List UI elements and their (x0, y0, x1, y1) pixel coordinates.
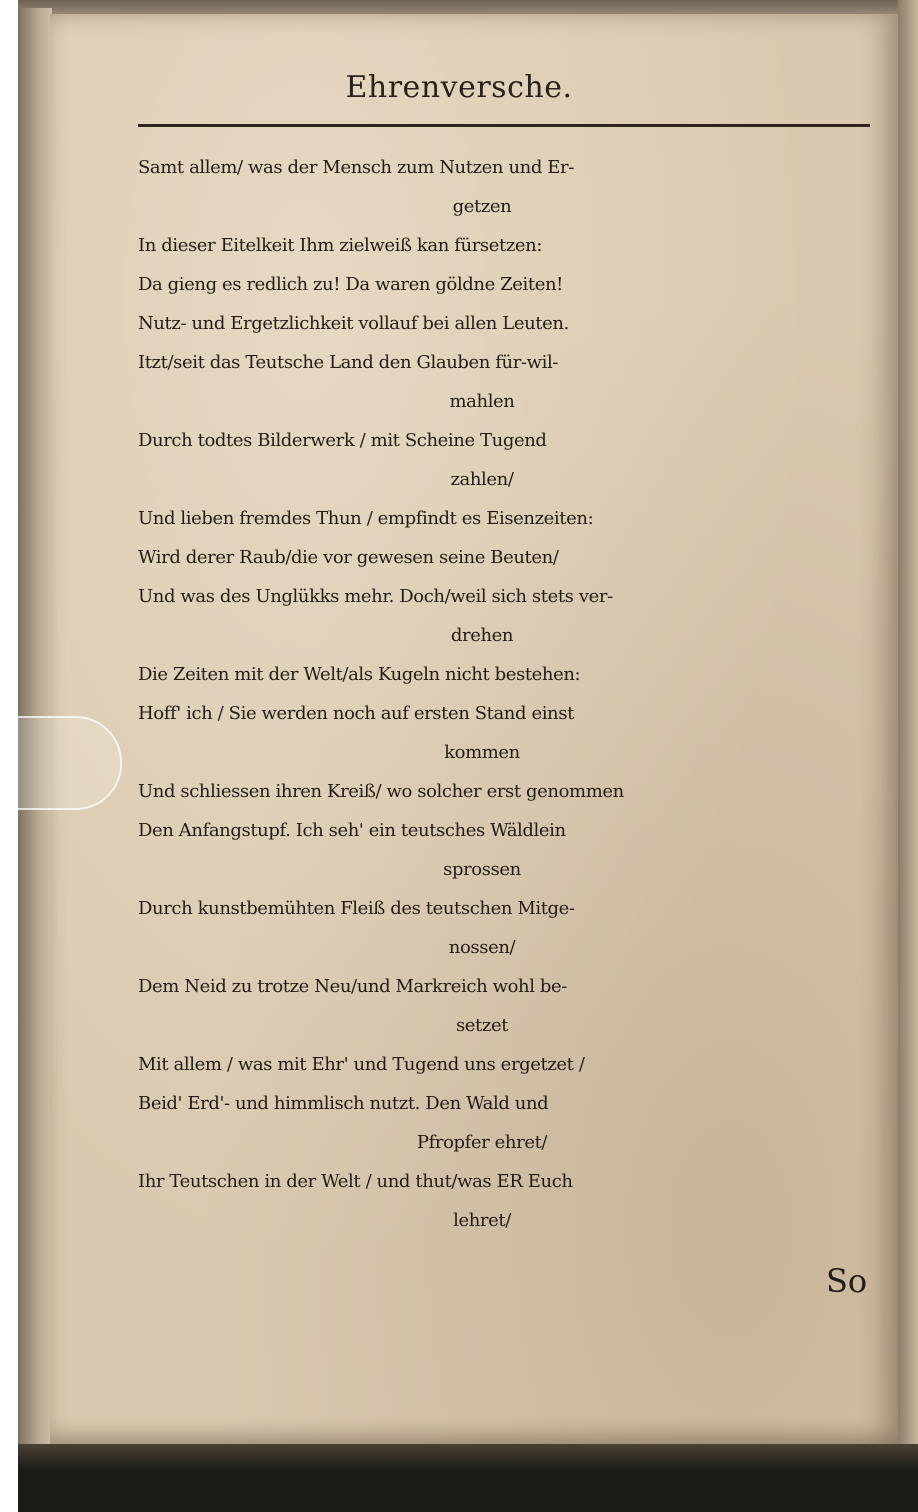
page-clip (18, 716, 122, 810)
text-line: Den Anfangstupf. Ich seh' ein teutsches Wäldlein (138, 820, 566, 841)
text-line: Hoff' ich / Sie werden noch auf ersten Stand einst (138, 703, 574, 724)
text-line: Und schliessen ihren Kreiß/ wo solcher erst genommen (138, 781, 624, 802)
book-fore-edge (898, 0, 918, 1460)
text-line: Und was des Unglükks mehr. Doch/weil sich stets ver- (138, 586, 613, 607)
text-line: nossen/ (448, 937, 516, 958)
text-line: Ihr Teutschen in der Welt / und thut/was ER Euch (138, 1171, 573, 1192)
text-line: drehen (450, 625, 514, 646)
poem-text (138, 148, 886, 1240)
text-line: Itzt/seit das Teutsche Land den Glauben für-wil- (138, 352, 559, 373)
text-line: In dieser Eitelkeit Ihm zielweiß kan fürsetzen: (138, 235, 543, 256)
text-line: Wird derer Raub/die vor gewesen seine Beuten/ (138, 547, 559, 568)
text-line: kommen (444, 742, 520, 763)
running-header: Ehrenversche. (345, 70, 573, 105)
text-line: Durch todtes Bilderwerk / mit Scheine Tugend (138, 430, 547, 451)
header-rule (138, 124, 870, 127)
text-line: Da gieng es redlich zu! Da waren göldne Zeiten! (138, 274, 564, 295)
text-line: Und lieben fremdes Thun / empfindt es Eisenzeiten: (138, 508, 594, 529)
text-line: mahlen (449, 391, 515, 412)
text-line: Durch kunstbemühten Fleiß des teutschen Mitge- (138, 898, 575, 919)
text-line: Beid' Erd'- und himmlisch nutzt. Den Wald und (138, 1093, 549, 1114)
text-line: Pfropfer ehret/ (416, 1132, 548, 1153)
text-line: Die Zeiten mit der Welt/als Kugeln nicht bestehen: (138, 664, 581, 685)
text-line: Mit allem / was mit Ehr' und Tugend uns ergetzet / (138, 1054, 585, 1075)
catchword: So (826, 1262, 868, 1300)
text-line: setzet (455, 1015, 509, 1036)
text-line: getzen (452, 196, 512, 217)
book-bottom-edge (18, 1444, 918, 1512)
text-line: Samt allem/ was der Mensch zum Nutzen und Er- (138, 157, 574, 178)
text-line: Nutz- und Ergetzlichkeit vollauf bei allen Leuten. (138, 313, 569, 334)
text-line: sprossen (443, 859, 521, 880)
text-line: zahlen/ (450, 469, 514, 490)
text-line: Dem Neid zu trotze Neu/und Markreich wohl be- (138, 976, 567, 997)
text-line: lehret/ (453, 1210, 511, 1231)
